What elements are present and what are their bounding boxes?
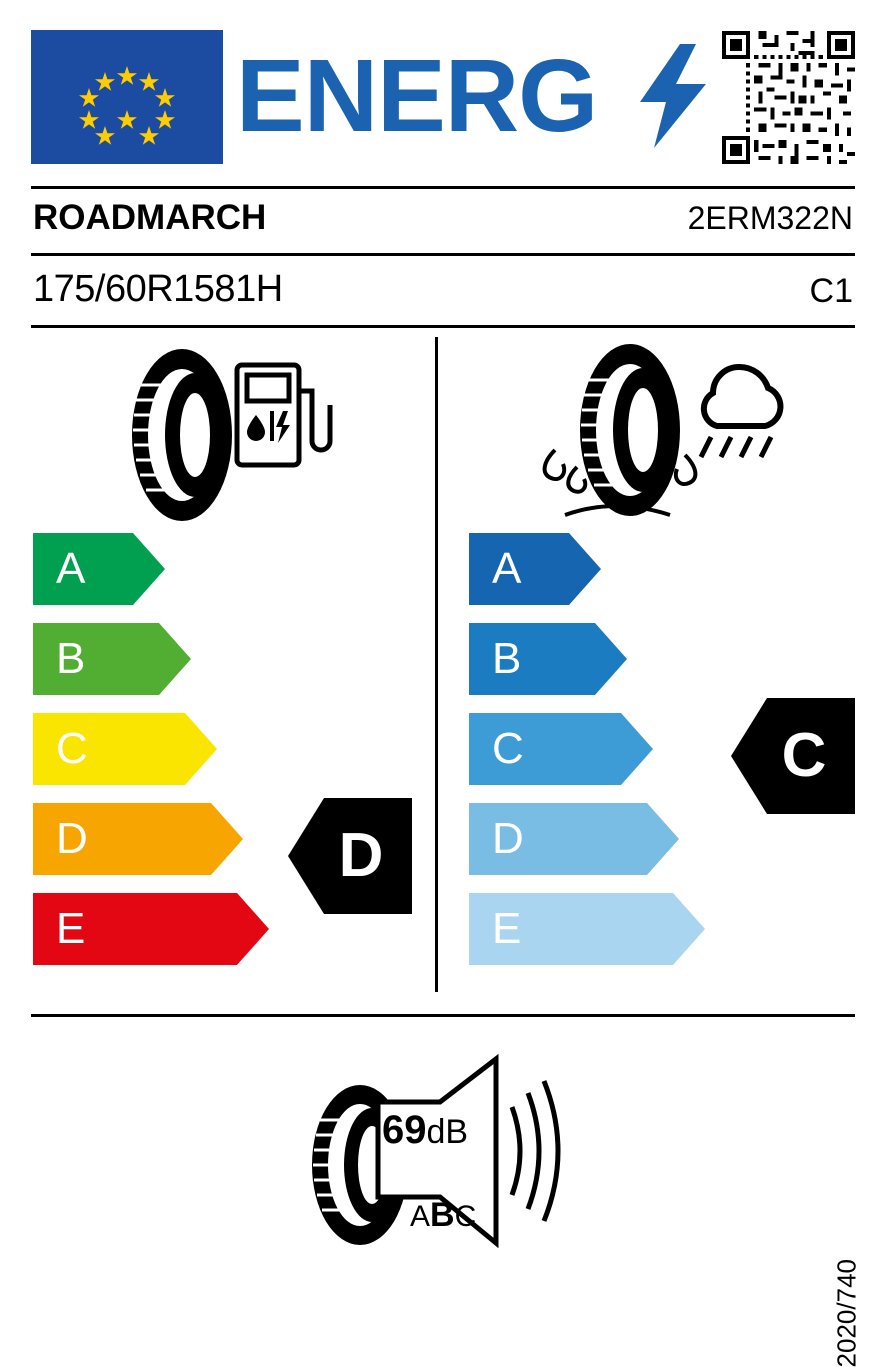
grade-letter: E: [492, 904, 522, 953]
energy-wordmark: ENERG: [236, 38, 598, 153]
divider-top: [31, 186, 855, 189]
grade-letter: E: [56, 904, 86, 953]
noise-class-a: A: [410, 1200, 431, 1233]
tyre-class: C1: [809, 272, 853, 310]
noise-unit: dB: [426, 1113, 469, 1151]
grade-letter: A: [56, 544, 86, 593]
section-divider: [435, 337, 438, 992]
wet-result-marker: [731, 698, 855, 814]
fuel-result-marker: [288, 798, 412, 914]
tyre-size: 175/60R1581H: [33, 268, 283, 310]
divider-size: [31, 325, 855, 328]
lightning-bolt-icon: [640, 44, 706, 148]
grade-letter: C: [492, 724, 524, 773]
eu-flag: [31, 30, 223, 164]
brand-name: ROADMARCH: [33, 198, 267, 237]
noise-class-scale: [410, 1196, 476, 1235]
noise-number: 69: [382, 1108, 427, 1152]
divider-noise: [31, 1014, 855, 1017]
grade-letter: A: [492, 544, 522, 593]
grade-letter: B: [492, 634, 522, 683]
regulation-reference: 2020/740: [831, 1259, 861, 1367]
model-code: 2ERM322N: [687, 200, 853, 236]
fuel-efficiency-icon: [120, 345, 325, 525]
grade-letter: D: [492, 814, 524, 863]
grade-bar-a: [33, 533, 165, 605]
grade-letter: B: [56, 634, 86, 683]
grade-bar-a: [469, 533, 601, 605]
noise-class-b-selected: B: [430, 1196, 455, 1234]
wet-result-letter: C: [781, 721, 827, 790]
noise-class-c: C: [454, 1200, 477, 1233]
noise-value: [382, 1108, 468, 1153]
grade-letter: C: [56, 724, 88, 773]
fuel-result-letter: D: [338, 821, 384, 890]
grade-letter: D: [56, 814, 88, 863]
wet-grip-icon: [535, 345, 785, 525]
qr-code: [722, 31, 855, 164]
divider-brand: [31, 253, 855, 256]
